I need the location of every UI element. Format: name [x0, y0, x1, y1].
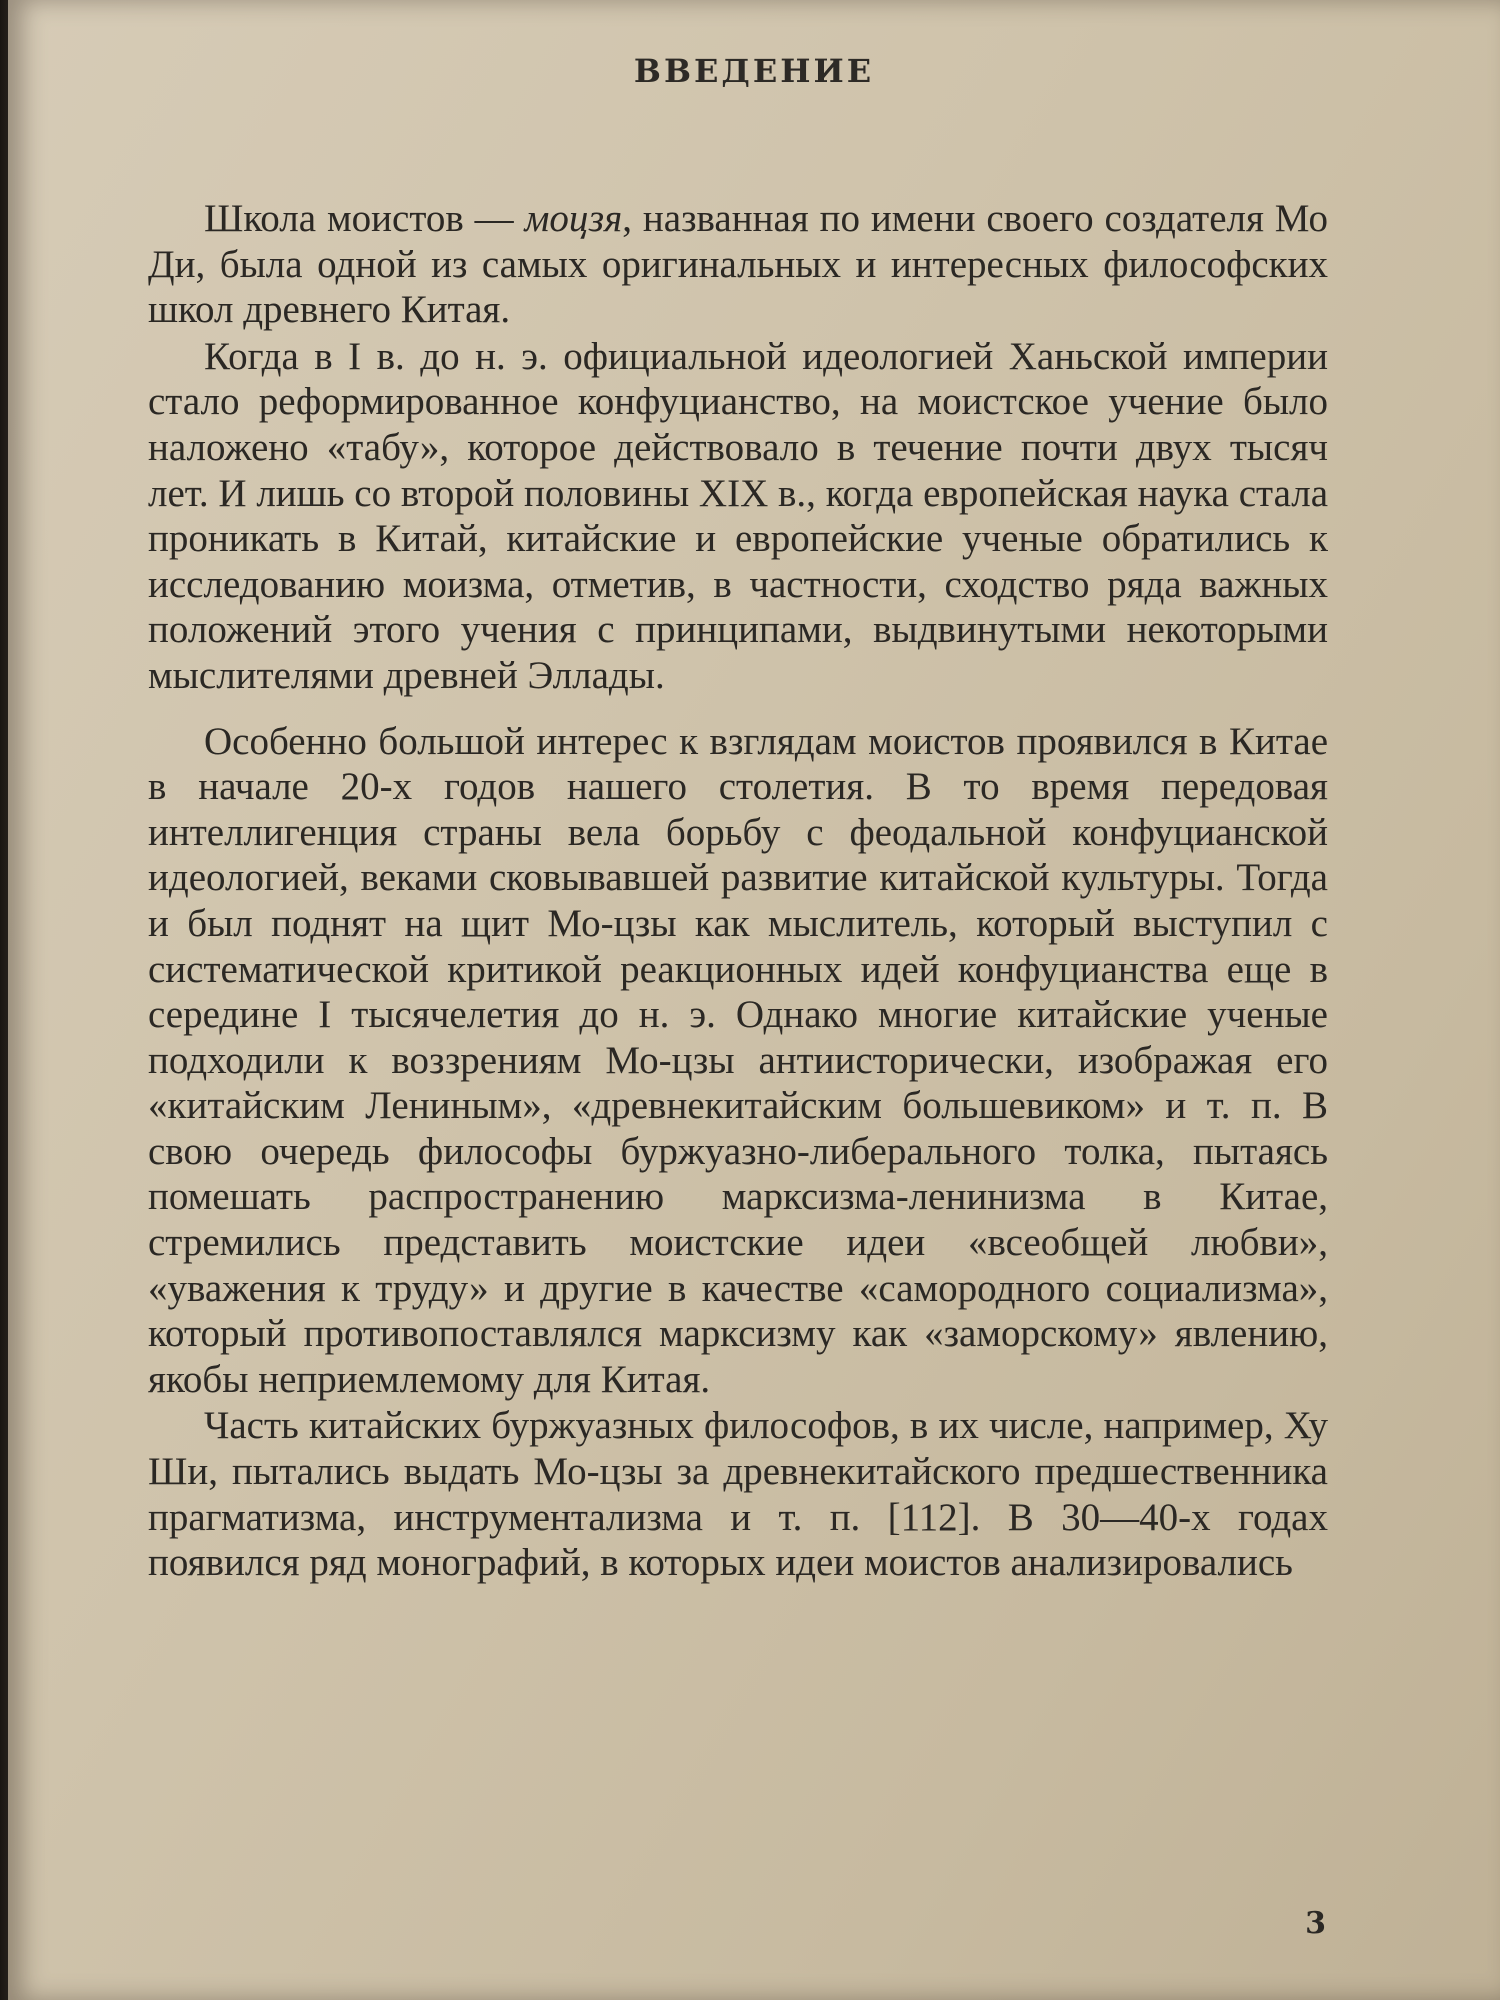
paragraph-3: Особенно большой интерес к взглядам моистов проявился в Китае в начале 20-х годов нашего столетия. В то время передовая интеллигенция страны вела борьбу с феодальной конфуцианской идеологией, веками сковывавшей развитие китайской культуры. Тогда и был поднят на щит Мо-цзы как мыслитель, который выступил с систематической критикой реакционных идей конфуцианства еще в середине I тысячелетия до н. э. Однако многие китайские ученые подходили к воззрениям Мо-цзы антиисторически, изображая его «китайским Лениным», «древнекитайским большевиком» и т. п. В свою очередь философы буржуазно-либерального толка, пытаясь помешать распространению марксизма-ленинизма в Китае, стремились представить моистские идеи «всеобщей любви», «уважения к труду» и другие в качестве «самородного социализма», который противопоставлялся марксизму как «заморскому» явлению, якобы неприемлемому для Китая. [148, 719, 1328, 1401]
book-page [8, 0, 1500, 2000]
paragraph-4: Часть китайских буржуазных философов, в их числе, например, Ху Ши, пытались выдать Мо-цзы за древнекитайского предшественника прагматизма, инструментализма и т. п. [112]. В 30—40-х годах появился ряд монографий, в которых идеи моистов анализировались [148, 1404, 1328, 1585]
body-text [148, 196, 1328, 1587]
page-number: 3 [1305, 1906, 1326, 1941]
paragraph-1-italic-term: моцзя [524, 197, 623, 240]
paragraph-1-lead: Школа моистов — [204, 197, 525, 240]
paragraph-1 [148, 196, 1328, 333]
chapter-heading: ВВЕДЕНИЕ [633, 52, 875, 90]
paragraph-1-rest: , названная по имени своего создателя Мо Ди, была одной из самых оригинальных и интересных философских школ древнего Китая. [148, 197, 1328, 332]
paragraph-2: Когда в I в. до н. э. официальной идеологией Ханьской империи стало реформированное конфуцианство, на моистское учение было наложено «табу», которое действовало в течение почти двух тысяч лет. И лишь со второй половины XIX в., когда европейская наука стала проникать в Китай, китайские и европейские ученые обратились к исследованию моизма, отметив, в частности, сходство ряда важных положений этого учения с принципами, выдвинутыми некоторыми мыслителями древней Эллады. [148, 334, 1328, 697]
